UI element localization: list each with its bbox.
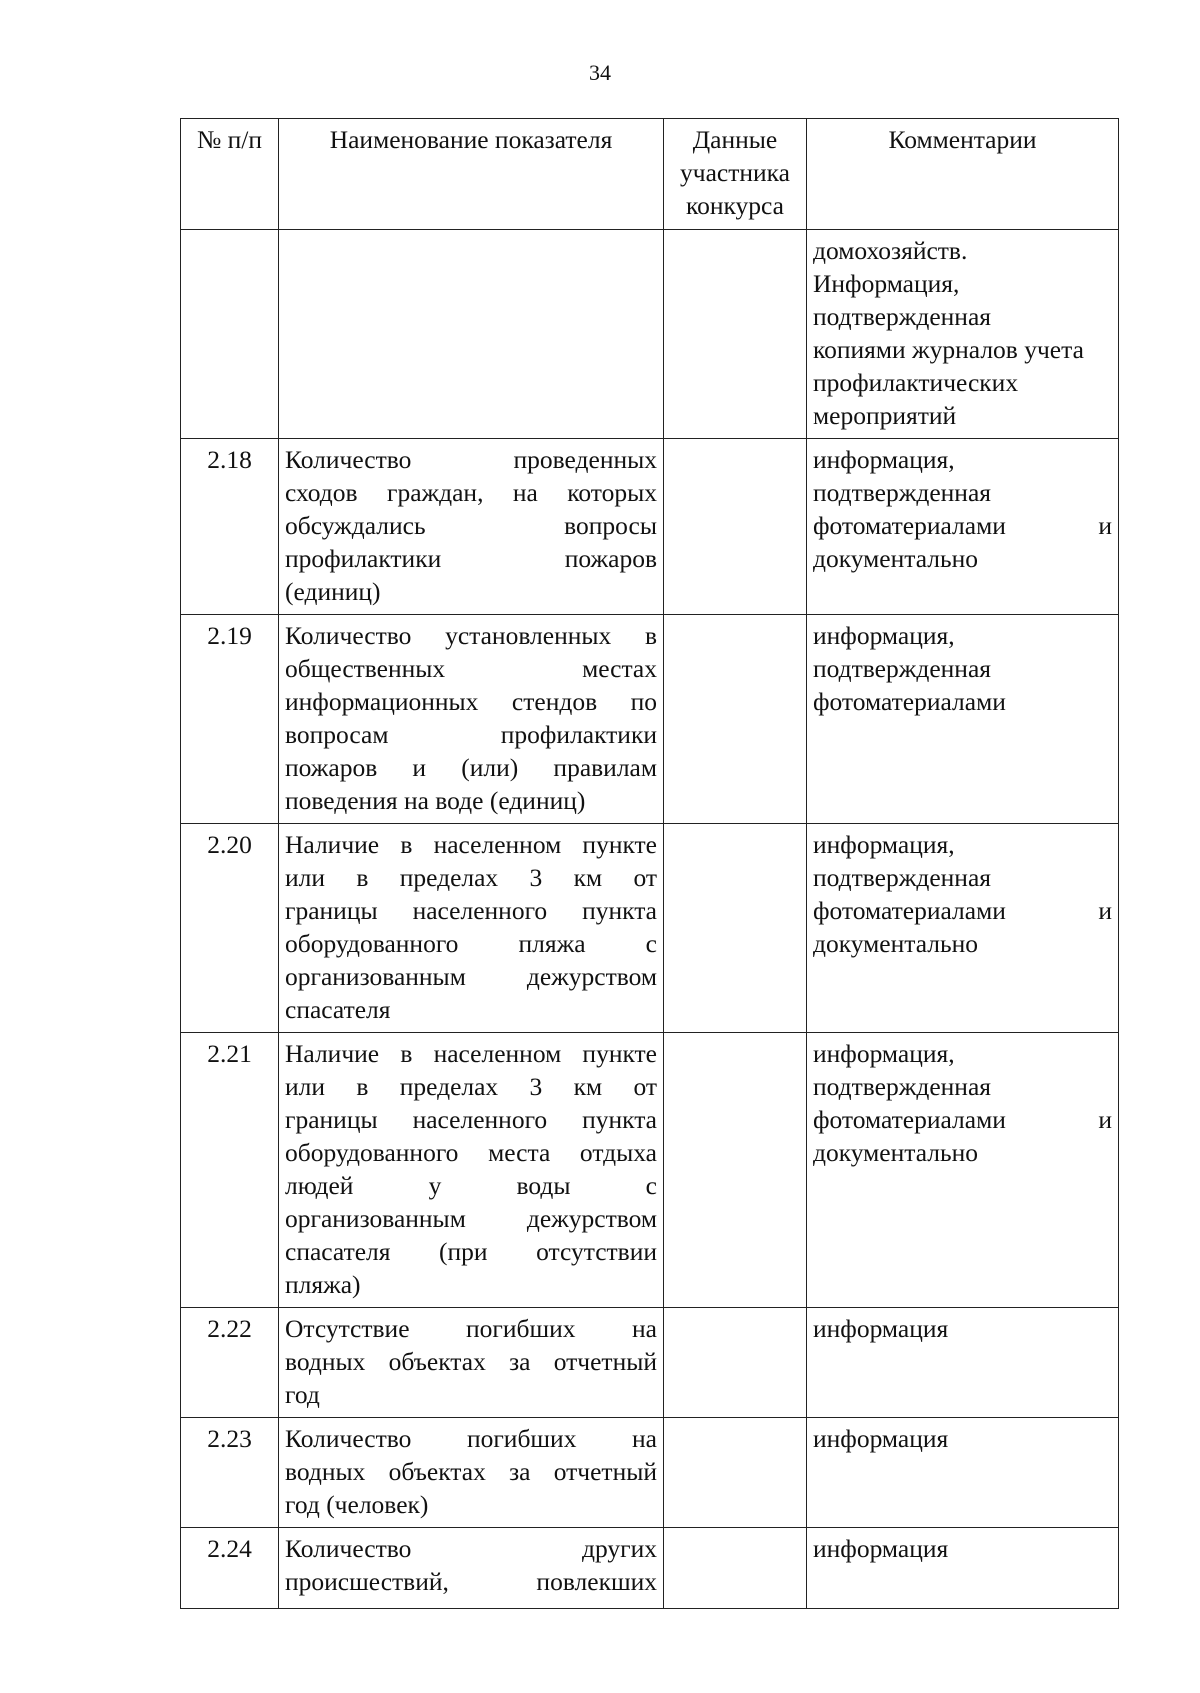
table-row [181, 1033, 1119, 1308]
table-header-row [181, 119, 1119, 230]
comment-line: документально [813, 1138, 979, 1167]
name-line: Количество установленных в [285, 621, 657, 650]
cell-name [279, 1528, 664, 1609]
cell-data [664, 1033, 807, 1308]
comment-line: информация, [813, 445, 955, 474]
cell-name [279, 230, 664, 439]
name-line: поведения на воде (единиц) [285, 786, 586, 815]
table-row [181, 1418, 1119, 1528]
comment-line: документально [813, 929, 979, 958]
cell-num [181, 230, 279, 439]
cell-data [664, 1528, 807, 1609]
page-number: 34 [589, 60, 611, 85]
cell-name [279, 824, 664, 1033]
comment-line: подтвержденная [813, 863, 991, 892]
name-line: или в пределах 3 км от [285, 1072, 657, 1101]
name-line: Количество других [285, 1534, 657, 1563]
comment-line: фотоматериалами и [813, 511, 1112, 540]
comment-line: информация [813, 1424, 949, 1453]
cell-comment [807, 1418, 1119, 1528]
name-line: людей у воды с [285, 1171, 657, 1200]
indicators-table [180, 118, 1119, 1609]
comment-line: информация [813, 1314, 949, 1343]
comment-line: документально [813, 544, 979, 573]
comment-line: подтвержденная [813, 478, 991, 507]
comment-line: подтвержденная [813, 654, 991, 683]
cell-comment [807, 824, 1119, 1033]
table-row-continuation [181, 230, 1119, 439]
cell-num: 2.18 [181, 439, 279, 615]
comment-line: подтвержденная [813, 1072, 991, 1101]
cell-comment [807, 615, 1119, 824]
table-row [181, 439, 1119, 615]
table-row [181, 1528, 1119, 1609]
name-line: или в пределах 3 км от [285, 863, 657, 892]
header-data: Данные участника конкурса [664, 119, 807, 230]
comment-line: информация, [813, 830, 955, 859]
name-line: Наличие в населенном пункте [285, 830, 657, 859]
cell-num: 2.20 [181, 824, 279, 1033]
cell-num: 2.19 [181, 615, 279, 824]
comment-line: фотоматериалами [813, 687, 1006, 716]
table-row [181, 1308, 1119, 1418]
name-line: год (человек) [285, 1490, 429, 1519]
comment-line: копиями журналов учета [813, 335, 1084, 364]
name-line: границы населенного пункта [285, 1105, 657, 1134]
name-line: вопросам профилактики [285, 720, 657, 749]
cell-name [279, 615, 664, 824]
comment-line: профилактических [813, 368, 1019, 397]
name-line: спасателя [285, 995, 391, 1024]
cell-data [664, 230, 807, 439]
name-line: спасателя (при отсутствии [285, 1237, 657, 1266]
comment-line: домохозяйств. [813, 236, 968, 265]
name-line: пляжа) [285, 1270, 361, 1299]
cell-comment [807, 439, 1119, 615]
name-line: обсуждались вопросы [285, 511, 657, 540]
cell-data [664, 615, 807, 824]
name-line: год [285, 1380, 320, 1409]
comment-line: фотоматериалами и [813, 896, 1112, 925]
comment-line: информация, [813, 621, 955, 650]
cell-num: 2.23 [181, 1418, 279, 1528]
comment-line: информация, [813, 1039, 955, 1068]
name-line: Отсутствие погибших на [285, 1314, 657, 1343]
cell-data [664, 1418, 807, 1528]
name-line: оборудованного места отдыха [285, 1138, 657, 1167]
name-line: общественных местах [285, 654, 657, 683]
cell-comment [807, 1528, 1119, 1609]
name-line: Количество погибших на [285, 1424, 657, 1453]
name-line: оборудованного пляжа с [285, 929, 657, 958]
cell-comment [807, 1033, 1119, 1308]
header-name: Наименование показателя [279, 119, 664, 230]
cell-name [279, 1308, 664, 1418]
name-line: Наличие в населенном пункте [285, 1039, 657, 1068]
comment-line: фотоматериалами и [813, 1105, 1112, 1134]
name-line: (единиц) [285, 577, 381, 606]
comment-line: информация [813, 1534, 949, 1563]
cell-num: 2.21 [181, 1033, 279, 1308]
cell-comment [807, 230, 1119, 439]
cell-num: 2.22 [181, 1308, 279, 1418]
name-line: водных объектах за отчетный [285, 1457, 657, 1486]
name-line: Количество проведенных [285, 445, 657, 474]
cell-num: 2.24 [181, 1528, 279, 1609]
comment-line: Информация, [813, 269, 960, 298]
name-line: происшествий, повлекших [285, 1567, 657, 1596]
cell-comment [807, 1308, 1119, 1418]
cell-data [664, 1308, 807, 1418]
cell-name [279, 1033, 664, 1308]
name-line: организованным дежурством [285, 962, 657, 991]
name-line: профилактики пожаров [285, 544, 657, 573]
cell-name [279, 439, 664, 615]
table-row [181, 615, 1119, 824]
table-row [181, 824, 1119, 1033]
name-line: информационных стендов по [285, 687, 657, 716]
comment-line: мероприятий [813, 401, 957, 430]
cell-data [664, 439, 807, 615]
name-line: водных объектах за отчетный [285, 1347, 657, 1376]
name-line: организованным дежурством [285, 1204, 657, 1233]
header-comment: Комментарии [807, 119, 1119, 230]
cell-data [664, 824, 807, 1033]
comment-line: подтвержденная [813, 302, 991, 331]
name-line: границы населенного пункта [285, 896, 657, 925]
name-line: пожаров и (или) правилам [285, 753, 657, 782]
name-line: сходов граждан, на которых [285, 478, 657, 507]
cell-name [279, 1418, 664, 1528]
header-num: № п/п [181, 119, 279, 230]
